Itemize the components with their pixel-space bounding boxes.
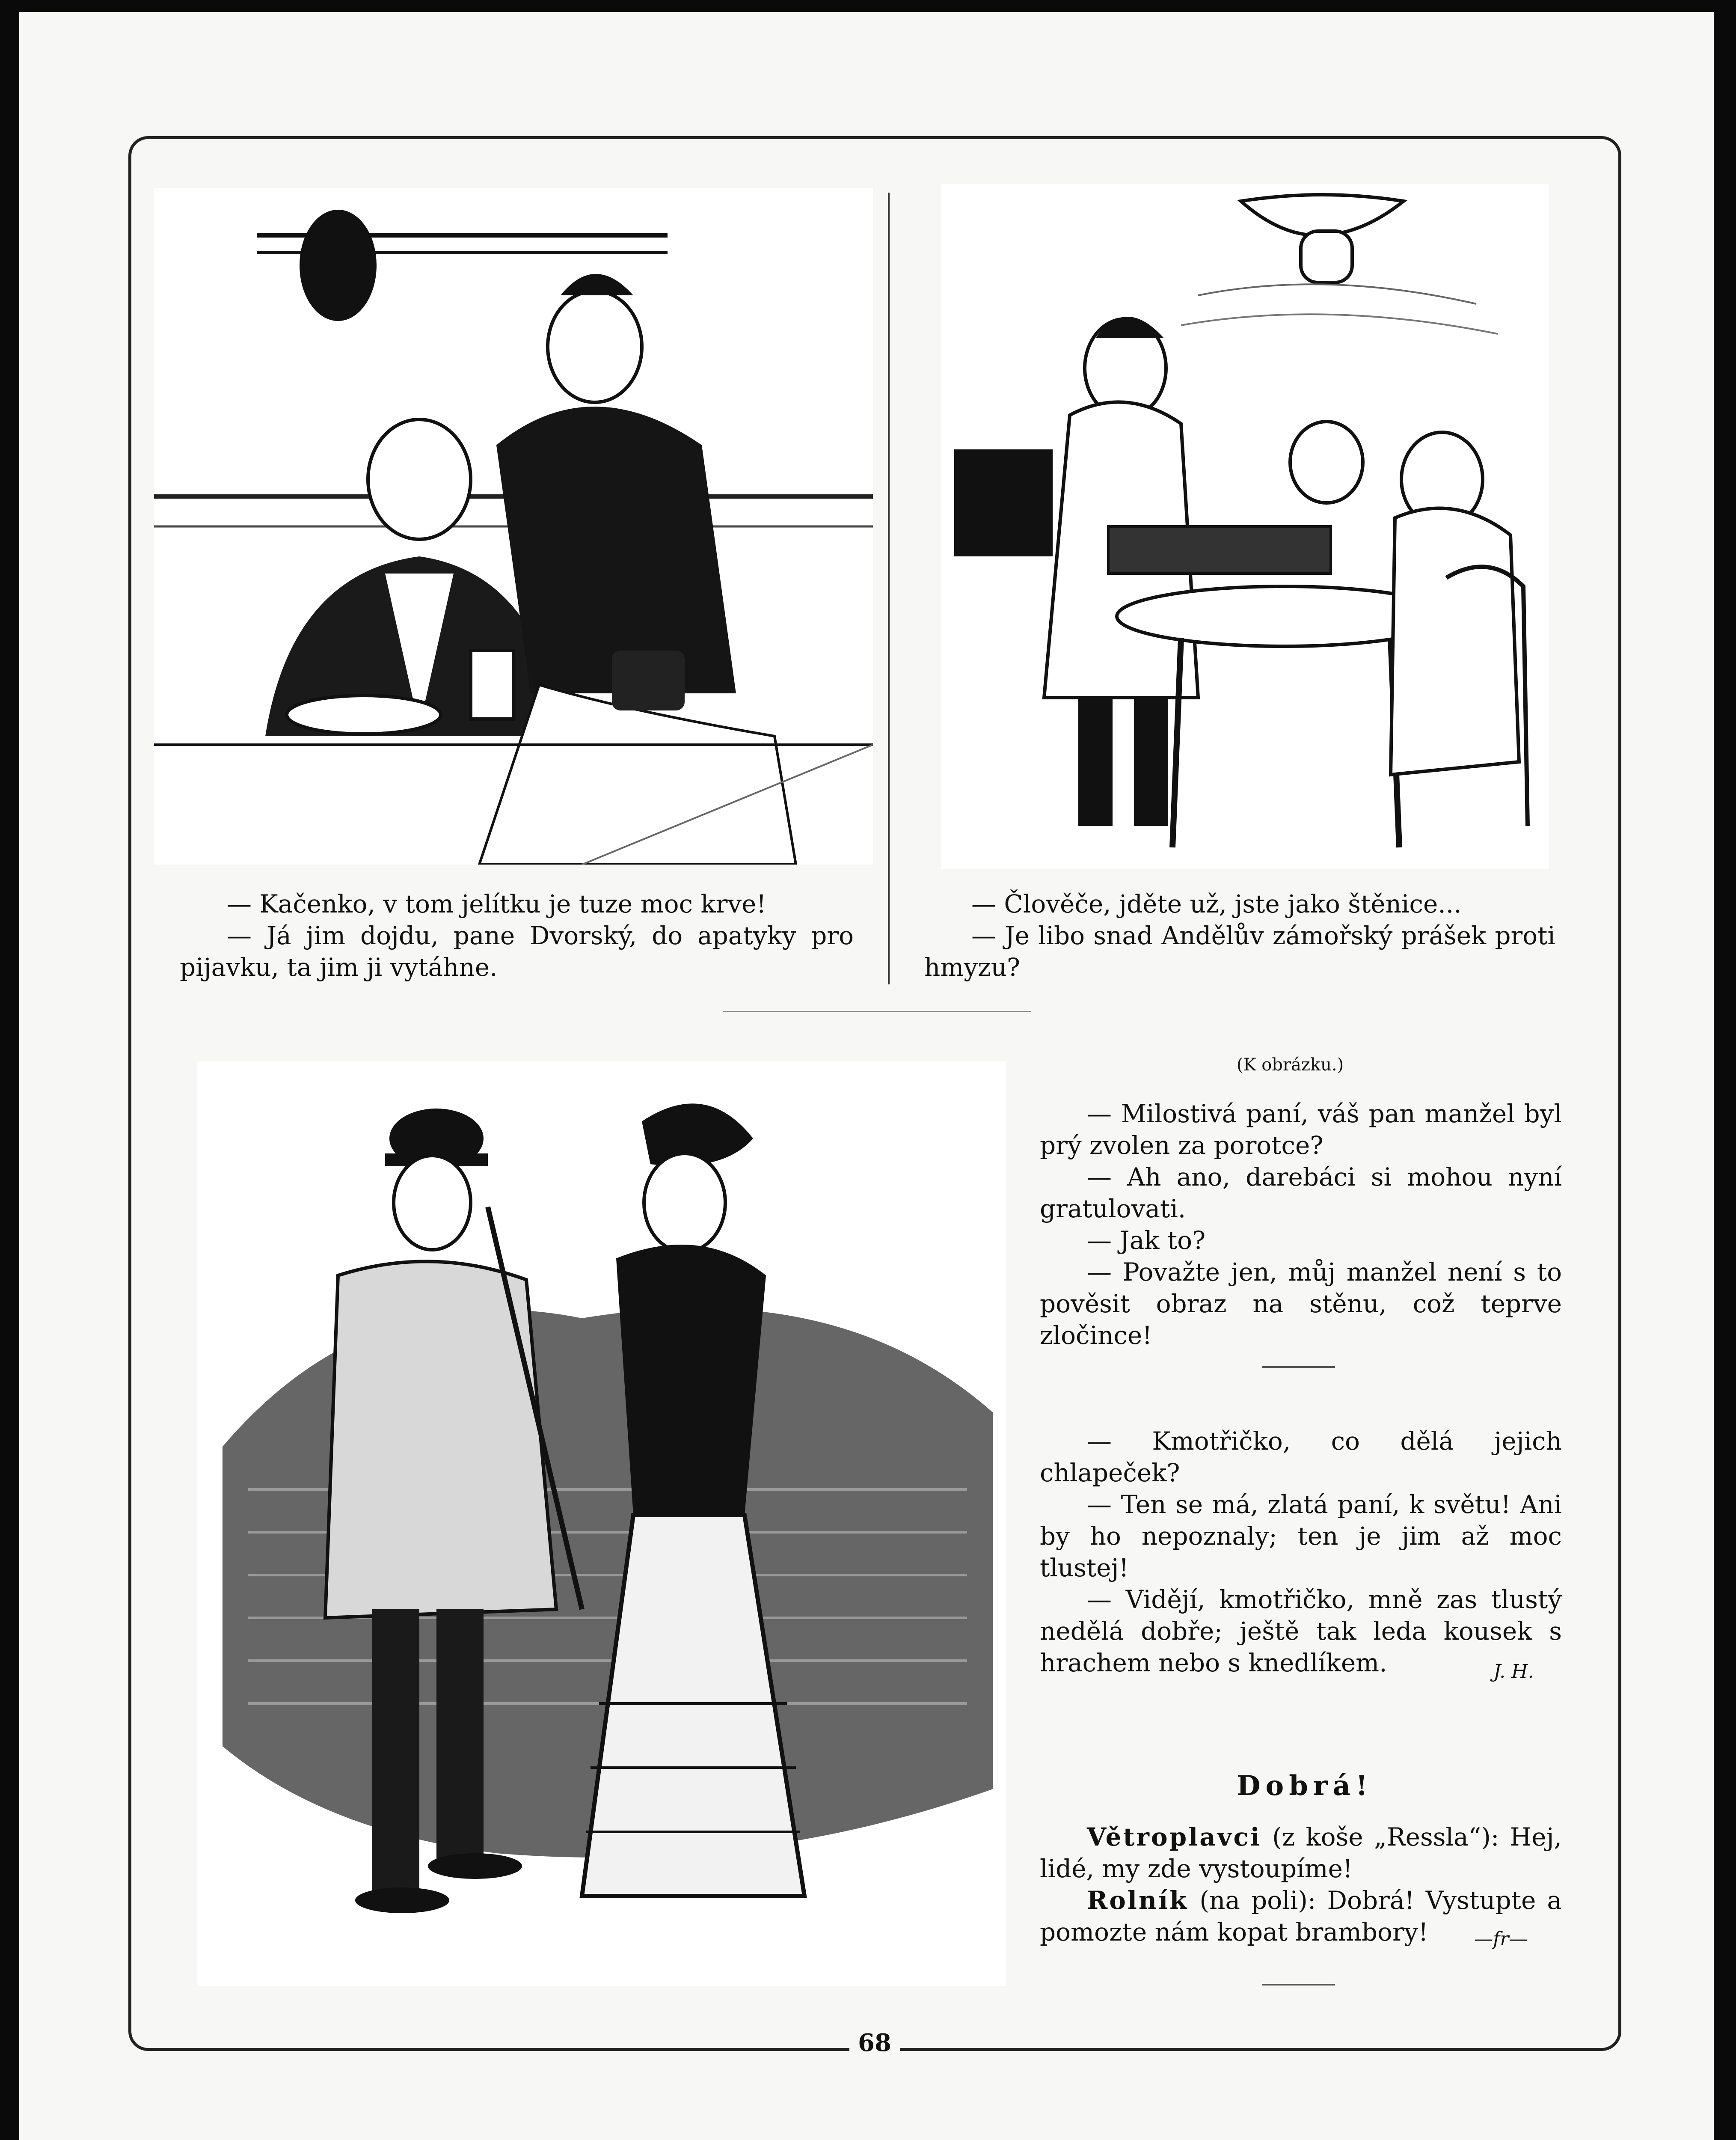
illustration-restaurant	[154, 188, 873, 865]
speaker-name: Rolník	[1087, 1886, 1189, 1915]
dialogue-line: — Jak to?	[1087, 1226, 1206, 1255]
caption-line: — Člověče, jděte už, jste jako štěnice...	[971, 889, 1462, 918]
column-divider	[888, 193, 890, 984]
page-number: 68	[849, 2029, 900, 2057]
speech-text: (z koše „Ressla“): Hej, lidé, my zde vystoupíme!	[1040, 1822, 1562, 1883]
dialogue-line: — Milostivá paní, váš pan manžel byl prý zvolen za porotce?	[1040, 1099, 1562, 1160]
dialogue-line: — Ten se má, zlatá paní, k světu! Ani by ho nepoznaly; ten je jim až moc tlustej!	[1040, 1490, 1562, 1582]
caption-line: — Je libo snad Andělův zámořský prášek proti hmyzu?	[924, 921, 1555, 982]
dialogue-line: — Považte jen, můj manžel není s to pověsit obraz na stěnu, což teprve zločince!	[1040, 1257, 1562, 1350]
caption-line: — Kačenko, v tom jelítku je tuze moc krve!	[227, 889, 766, 918]
illustration-couple	[197, 1061, 1006, 1986]
article-porotce	[1040, 1098, 1562, 1351]
divider-rule	[1262, 1366, 1335, 1368]
divider-rule	[1262, 1984, 1335, 1985]
speaker-name: Větroplavci	[1087, 1822, 1261, 1852]
dialogue-line: — Vidějí, kmotřičko, mně zas tlustý nedělá dobře; ještě tak leda kousek s hrachem nebo s knedlíkem.	[1040, 1585, 1562, 1677]
signature: J. H.	[1493, 1661, 1534, 1682]
article-label: (K obrázku.)	[1237, 1055, 1344, 1075]
dialogue-line: — Kmotřičko, co dělá jejich chlapeček?	[1040, 1427, 1562, 1487]
caption-salesman	[924, 888, 1555, 983]
caption-restaurant	[180, 888, 854, 983]
article-kmotricko	[1040, 1425, 1562, 1679]
dialogue-line	[1040, 1821, 1562, 1884]
signature: —fr—	[1474, 1928, 1528, 1950]
section-divider	[723, 1011, 1031, 1012]
article-heading: Dobrá!	[1237, 1770, 1373, 1802]
illustration-salesman	[941, 184, 1549, 869]
speech-text: (na poli): Dobrá! Vystupte a pomozte nám kopat brambory!	[1040, 1886, 1562, 1947]
dialogue-line: — Ah ano, darebáci si mohou nyní gratulovati.	[1040, 1162, 1562, 1223]
caption-line: — Já jim dojdu, pane Dvorský, do apatyky pro pijavku, ta jim ji vytáhne.	[180, 921, 854, 982]
